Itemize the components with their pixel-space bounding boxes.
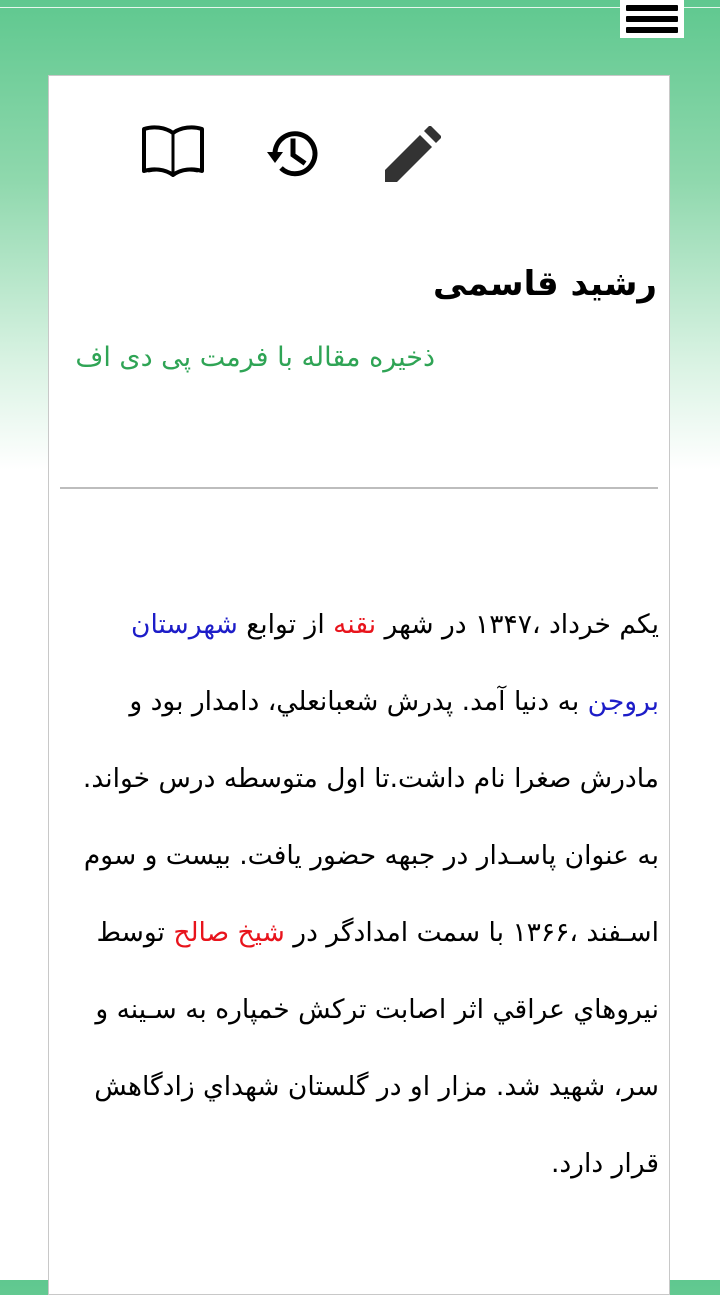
- link-naghneh[interactable]: نقنه: [333, 609, 377, 640]
- top-edge-line: [0, 7, 720, 8]
- pencil-edit-icon[interactable]: [383, 126, 441, 184]
- menu-bar: [626, 27, 678, 33]
- menu-bar: [626, 5, 678, 11]
- article-card: [48, 75, 670, 1295]
- link-sheikh-saleh[interactable]: شیخ صالح: [173, 917, 285, 948]
- menu-bar: [626, 16, 678, 22]
- body-text: یکم خرداد ،۱۳۴۷ در شهر: [376, 609, 659, 640]
- hamburger-menu-icon[interactable]: [620, 0, 684, 38]
- article-body: [63, 586, 659, 1202]
- divider: [60, 487, 658, 489]
- body-text: توسط نیروهاي عراقي اثر اصابت ترکش خمپاره به سـینه و سر، شهید شد. مزار او در گلستان شهداي زادگاهش قرار دارد.: [94, 917, 659, 1179]
- book-open-icon[interactable]: [141, 123, 205, 177]
- link-boroujen[interactable]: شهرستان بروجن: [131, 609, 659, 717]
- save-as-pdf-link[interactable]: ذخیره مقاله با فرمت پی دی اف: [75, 342, 435, 373]
- body-text: از توابع: [237, 609, 334, 640]
- history-icon[interactable]: [265, 126, 321, 182]
- body-text: به دنیا آمد. پدرش شعبانعلي، دامدار بود و مادرش صغرا نام داشت.تا اول متوسطه درس خواند. به عنوان پاسـدار در جبهه حضور یافت. بیست و سوم اسـفند ،۱۳۶۶ با سمت امدادگر در: [82, 686, 659, 948]
- article-title: رشید قاسمی: [432, 264, 657, 304]
